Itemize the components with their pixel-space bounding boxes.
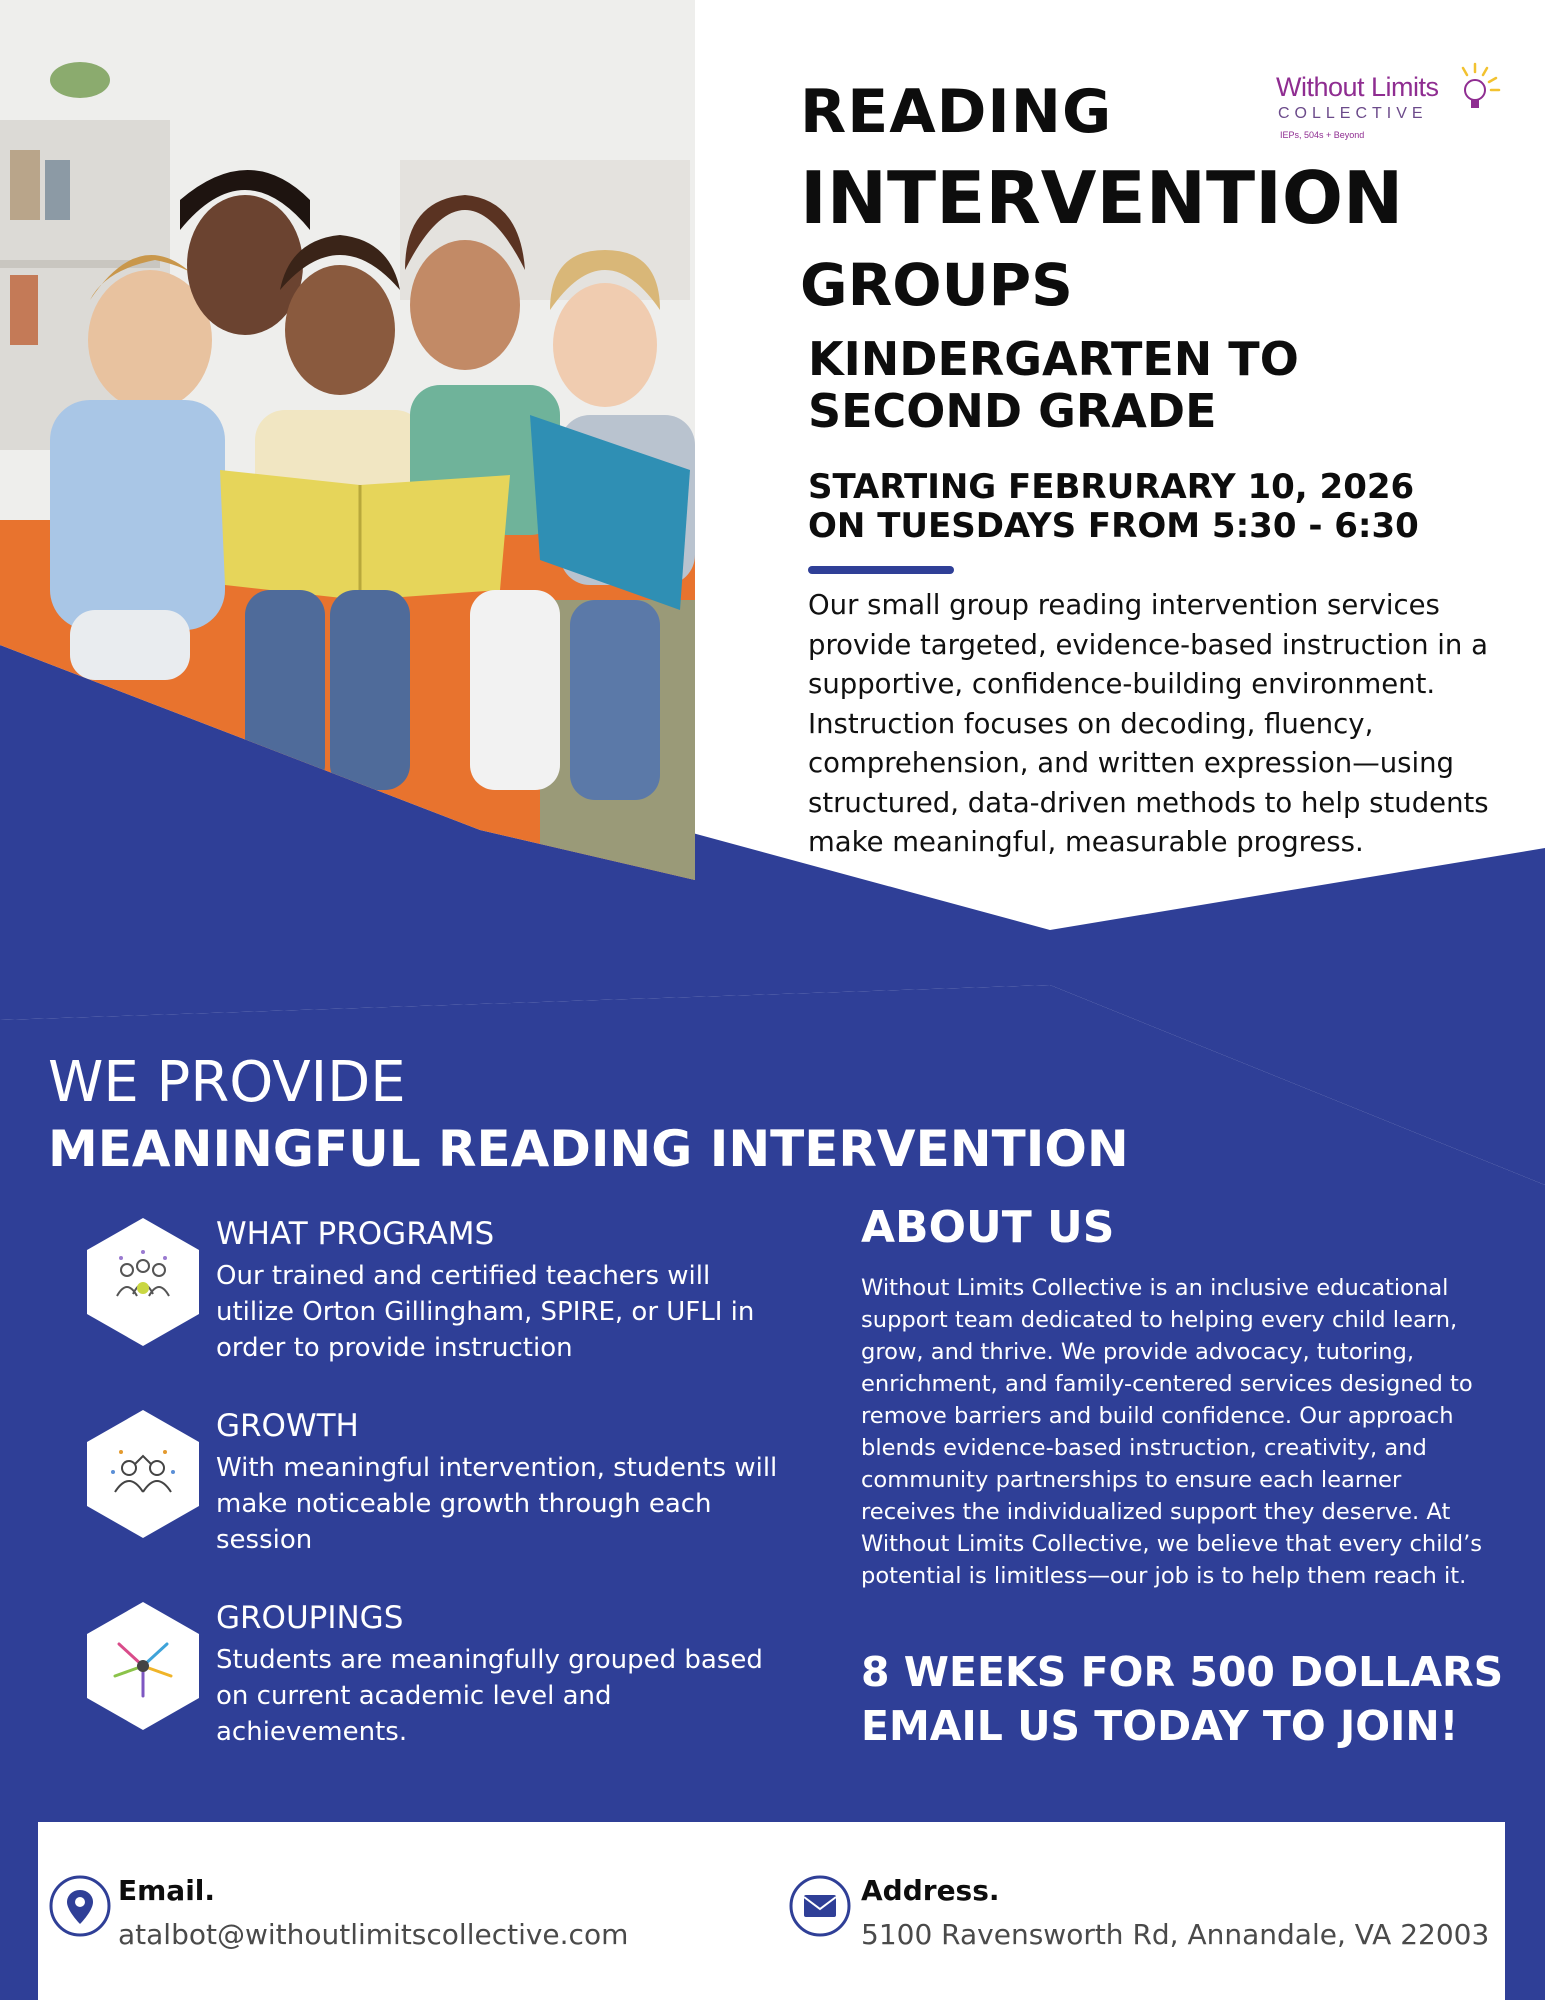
hands-together-icon	[85, 1600, 201, 1732]
children-reading-photo	[0, 0, 695, 880]
about-body: Without Limits Collective is an inclusive educational support team dedicated to helping every child learn, grow, and thrive. We provide advocacy, tutoring, enrichment, and family-centered services designed to remove barriers and build confidence. Our approach blends evidence-based instruction, creativity, and community partnerships to ensure each learner receives the individualized support they deserve. At Without Limits Collective, we believe that every child’s potential is limitless—our job is to help them reach it.	[861, 1275, 1483, 1589]
feature-heading: WHAT PROGRAMS	[216, 1216, 495, 1252]
email-value[interactable]: atalbot@withoutlimitscollective.com	[118, 1918, 629, 1951]
feature-body: Students are meaningfully grouped based on current academic level and achievements.	[216, 1645, 763, 1747]
logo-subtitle: COLLECTIVE	[1278, 105, 1428, 122]
grades-line-2: SECOND GRADE	[808, 384, 1217, 438]
price-callout: 8 WEEKS FOR 500 DOLLARS	[861, 1648, 1504, 1696]
grades-line-1: KINDERGARTEN TO	[808, 332, 1299, 386]
join-callout: EMAIL US TODAY TO JOIN!	[861, 1702, 1459, 1750]
schedule-line-2: ON TUESDAYS FROM 5:30 - 6:30	[808, 506, 1419, 546]
title-line-1: READING	[800, 77, 1113, 147]
address-label: Address.	[861, 1874, 1000, 1907]
title-line-2: INTERVENTION	[800, 156, 1404, 240]
growth-people-icon	[85, 1408, 201, 1540]
envelope-icon	[788, 1874, 852, 1938]
meaningful-heading: MEANINGFUL READING INTERVENTION	[48, 1120, 1129, 1178]
intro-paragraph: Our small group reading intervention services provide targeted, evidence-based instruction in a supportive, confidence-building environment. Instruction focuses on decoding, fluency, comprehension, and written expression—using structured, data-driven methods to help students make meaningful, measurable progress.	[808, 589, 1489, 858]
email-label: Email.	[118, 1874, 216, 1907]
we-provide-heading: WE PROVIDE	[48, 1050, 406, 1115]
feature-body: With meaningful intervention, students will make noticeable growth through each session	[216, 1453, 778, 1555]
logo-name: Without Limits	[1276, 72, 1439, 102]
feature-body: Our trained and certified teachers will utilize Orton Gillingham, SPIRE, or UFLI in order to provide instruction	[216, 1261, 755, 1363]
schedule-line-1: STARTING FEBRURARY 10, 2026	[808, 467, 1415, 507]
logo-tagline: IEPs, 504s + Beyond	[1280, 130, 1365, 140]
feature-heading: GROUPINGS	[216, 1600, 404, 1636]
about-heading: ABOUT US	[861, 1202, 1115, 1253]
sun-bulb-icon	[1445, 58, 1505, 118]
address-value: 5100 Ravensworth Rd, Annandale, VA 22003	[861, 1918, 1490, 1951]
contact-footer	[38, 1822, 1505, 2000]
title-line-3: GROUPS	[800, 251, 1073, 319]
brand-logo	[1270, 58, 1510, 150]
location-pin-icon	[48, 1874, 112, 1938]
group-people-icon	[85, 1216, 201, 1348]
accent-divider	[808, 566, 954, 574]
feature-heading: GROWTH	[216, 1408, 359, 1444]
